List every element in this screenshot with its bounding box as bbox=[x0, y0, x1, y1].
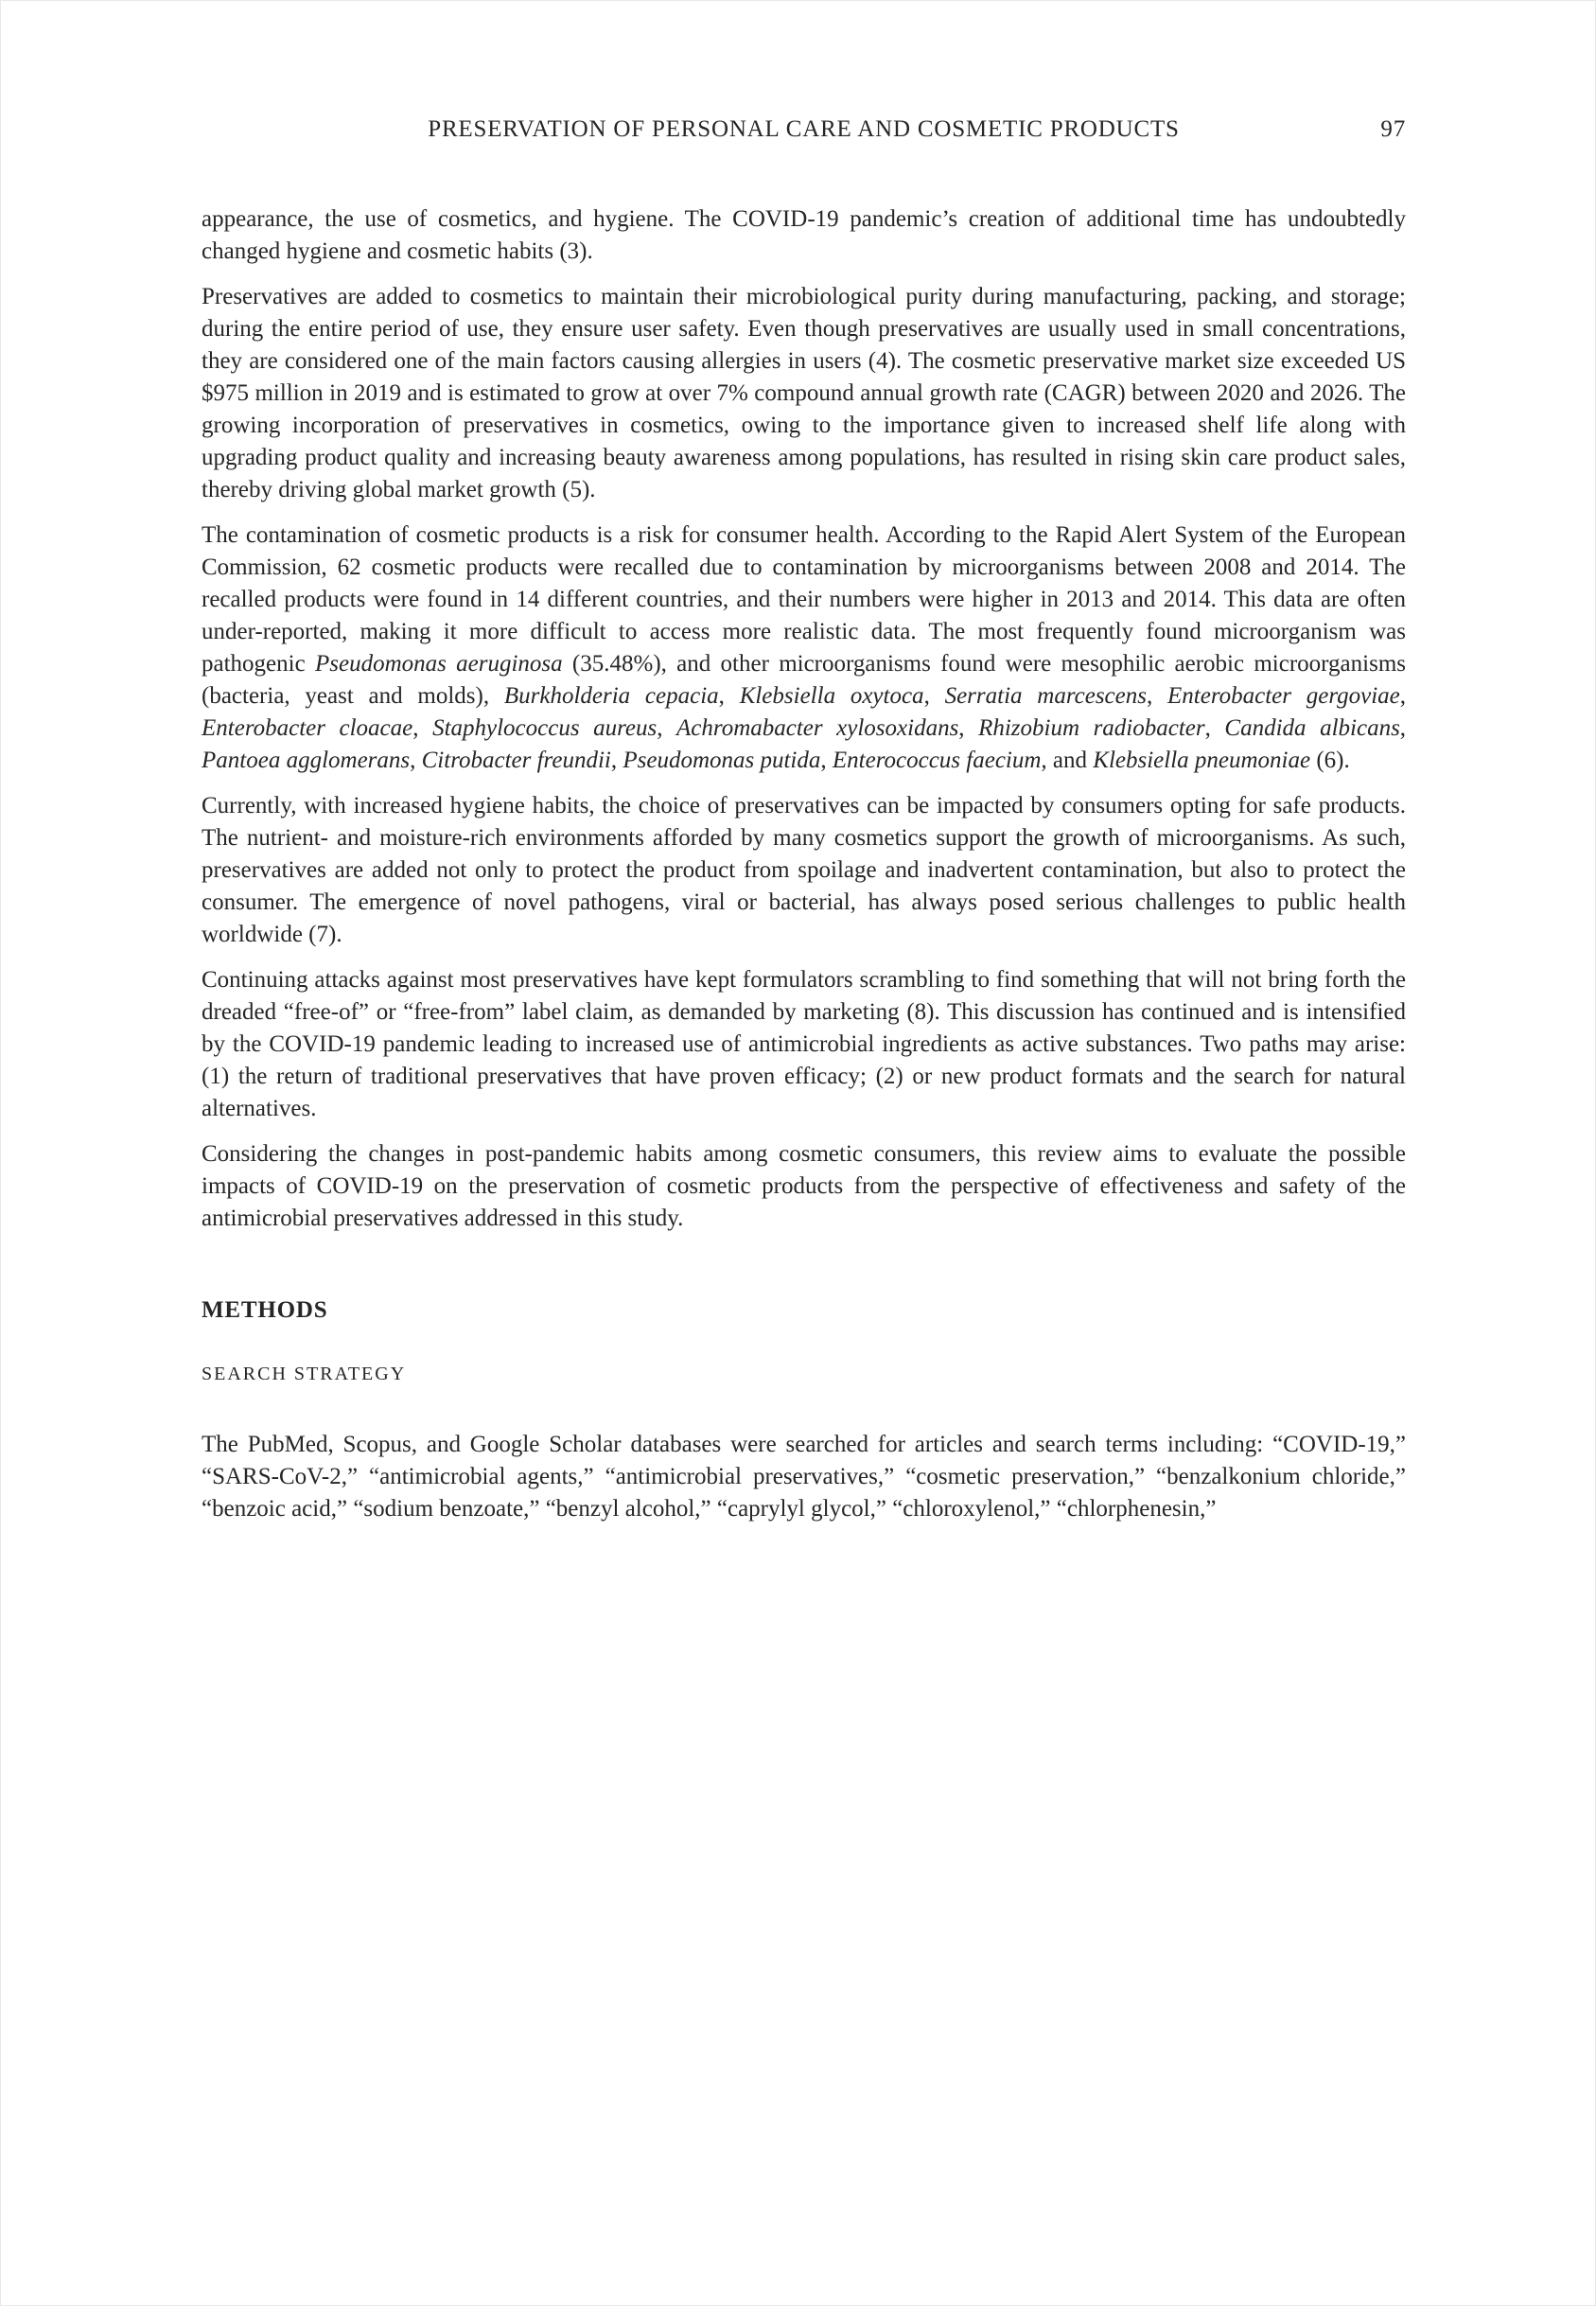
paragraph-intro: appearance, the use of cosmetics, and hygiene. The COVID-19 pandemic’s creation of additional time has undoubtedly changed hygiene and cosmetic habits (3). bbox=[202, 206, 1406, 264]
page-content bbox=[202, 203, 1406, 1525]
paragraph-search-terms: The PubMed, Scopus, and Google Scholar databases were searched for articles and search terms including: “COVID-19,” “SARS-CoV-2,” “antimicrobial agents,” “antimicrobial preservatives,” “cosmetic preservation,” “benzalkonium chloride,” “benzoic acid,” “sodium benzoate,” “benzyl alcohol,” “caprylyl glycol,” “chloroxylenol,” “chlorphenesin,” bbox=[202, 1432, 1406, 1522]
paragraph-free-from: Continuing attacks against most preservatives have kept formulators scrambling to find something that will not bring forth the dreaded “free-of” or “free-from” label claim, as demanded by marketing (8). This discussion has continued and is intensified by the COVID-19 pandemic leading to increased use of antimicrobial ingredients as active substances. Two paths may arise: (1) the return of traditional preservatives that have proven efficacy; (2) or new product formats and the search for natural alternatives. bbox=[202, 967, 1406, 1121]
page-number: 97 bbox=[1380, 116, 1406, 142]
paragraph-hygiene-habits: Currently, with increased hygiene habits, the choice of preservatives can be impacted by consumers opting for safe products. The nutrient- and moisture-rich environments afforded by many cosmetics support the growth of microorganisms. As such, preservatives are added not only to protect the product from spoilage and inadvertent contamination, but also to protect the consumer. The emergence of novel pathogens, viral or bacterial, has always posed serious challenges to public health worldwide (7). bbox=[202, 793, 1406, 947]
running-head: PRESERVATION OF PERSONAL CARE AND COSMETIC PRODUCTS bbox=[428, 116, 1180, 142]
paragraph-preservatives-market: Preservatives are added to cosmetics to maintain their microbiological purity during manufacturing, packing, and storage; during the entire period of use, they ensure user safety. Even though preservatives are usually used in small concentrations, they are considered one of the main factors causing allergies in users (4). The cosmetic preservative market size exceeded US $975 million in 2019 and is estimated to grow at over 7% compound annual growth rate (CAGR) between 2020 and 2026. The growing incorporation of preservatives in cosmetics, owing to the importance given to increased shelf life along with upgrading product quality and increasing beauty awareness among populations, has resulted in rising skin care product sales, thereby driving global market growth (5). bbox=[202, 284, 1406, 502]
paragraph-contamination: The contamination of cosmetic products is a risk for consumer health. According to the Rapid Alert System of the European Commission, 62 cosmetic products were recalled due to contamination by microorganisms between 2008 and 2014. The recalled products were found in 14 different countries, and their numbers were higher in 2013 and 2014. This data are often under-reported, making it more difficult to access more realistic data. The most frequently found microorganism was pathogenic Pseudomonas aeruginosa (35.48%), and other microorganisms found were mesophilic aerobic microorganisms (bacteria, yeast and molds), Burkholderia cepacia, Klebsiella oxytoca, Serratia marcescens, Enterobacter gergoviae, Enterobacter cloacae, Staphylococcus aureus, Achromabacter xylosoxidans, Rhizobium radiobacter, Candida albicans, Pantoea agglomerans, Citrobacter freundii, Pseudomonas putida, Enterococcus faecium, and Klebsiella pneumoniae (6). bbox=[202, 522, 1407, 773]
page-header bbox=[202, 116, 1406, 143]
methods-heading: METHODS bbox=[202, 1297, 328, 1323]
paragraph-review-aim: Considering the changes in post-pandemic habits among cosmetic consumers, this review aims to evaluate the possible impacts of COVID-19 on the preservation of cosmetic products from the perspective of effectiveness and safety of the antimicrobial preservatives addressed in this study. bbox=[202, 1141, 1406, 1231]
search-strategy-heading: SEARCH STRATEGY bbox=[202, 1364, 407, 1384]
